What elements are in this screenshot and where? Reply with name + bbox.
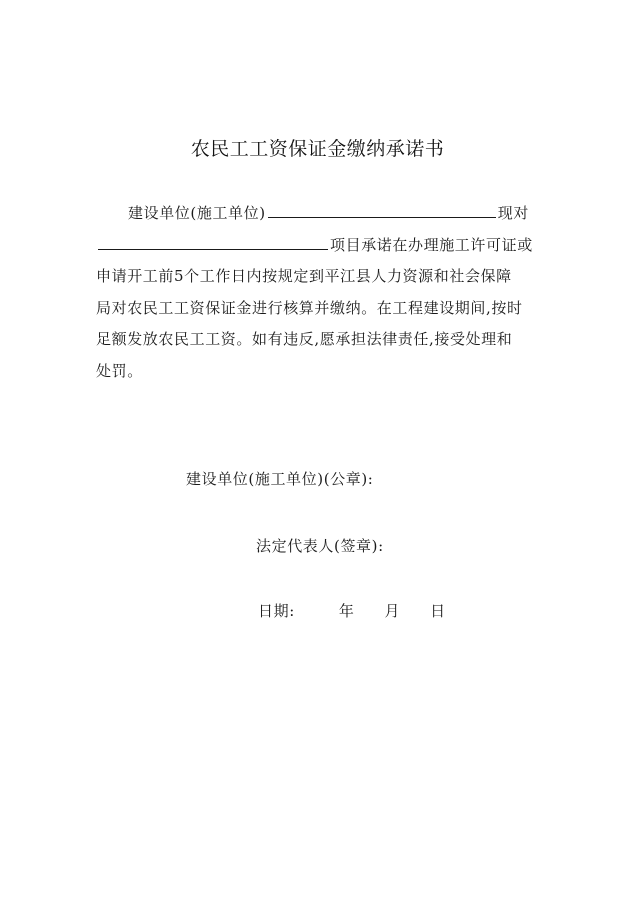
- unit-seal-label: 建设单位(施工单位)(公章):: [186, 470, 374, 488]
- now-to-text: 现对: [497, 204, 529, 222]
- body-line-1: [96, 198, 548, 230]
- date-line: [258, 600, 446, 621]
- body-line-4: 局对农民工工资保证金进行核算并缴纳。在工程建设期间,按时: [96, 298, 523, 317]
- body-line-5: 足额发放农民工工资。如有违反,愿承担法律责任,接受处理和: [96, 330, 513, 348]
- commitment-body: [96, 198, 548, 387]
- project-commit-text: 项目承诺在办理施工许可证或: [330, 235, 533, 254]
- month-label: 月: [384, 602, 401, 620]
- project-name-blank: [98, 233, 328, 250]
- body-line-2: [96, 230, 548, 262]
- year-label: 年: [338, 602, 355, 620]
- date-label: 日期:: [258, 602, 295, 620]
- body-line-6: 处罚。: [96, 361, 143, 380]
- day-label: 日: [430, 602, 446, 620]
- body-line-3: 申请开工前5个工作日内按规定到平江县人力资源和社会保障: [96, 267, 512, 285]
- builder-unit-label: 建设单位(施工单位): [128, 204, 266, 222]
- document-title: 农民工工资保证金缴纳承诺书: [190, 138, 445, 160]
- builder-unit-blank: [268, 201, 496, 218]
- legal-representative-label: 法定代表人(签章):: [256, 537, 384, 555]
